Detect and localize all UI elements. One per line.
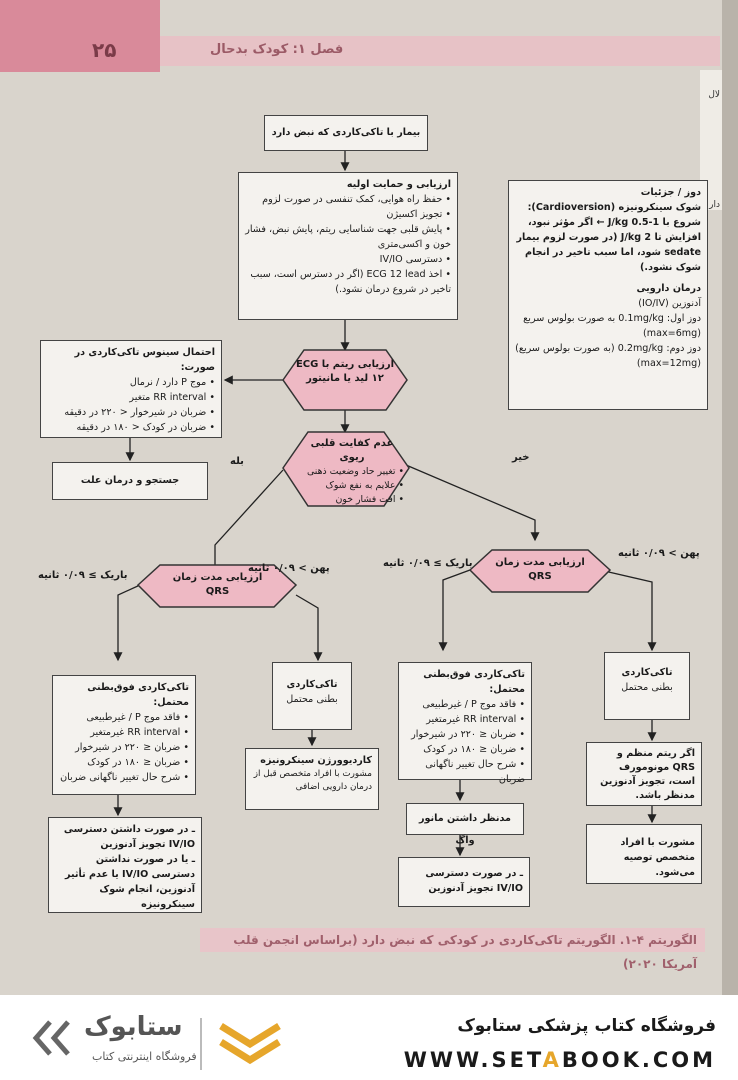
- left-bottom-line-1: ـ در صورت داشتن دسترسی IV/IO تجویز آدنوزین: [63, 824, 195, 850]
- wide-right-label: پهن > ۰/۰۹ ثانیه: [618, 548, 700, 559]
- assessment-item: • پایش قلبی جهت شناسایی ریتم، پایش نبض، فشار خون و اکسی‌متری: [245, 222, 451, 252]
- svt-right-item: • ضربان ≤ ۲۲۰ در شیرخوار: [405, 727, 525, 742]
- cardio-list: [300, 465, 404, 507]
- url-part-accent: A: [542, 1048, 562, 1072]
- sync-title: کاردیوورژن سینکرونیزه: [260, 755, 372, 766]
- sinus-item: • موج P دارد / نرمال: [47, 375, 215, 390]
- qrs-right-text: [492, 556, 588, 584]
- logo-arrows-icon: [28, 1016, 76, 1060]
- svt-right-item: • شرح حال تغییر ناگهانی ضربان: [405, 757, 525, 787]
- vt-left-box: [272, 662, 352, 730]
- vt-right-line-2: بطنی محتمل: [621, 682, 673, 693]
- sinus-item: • ضربان در کودک < ۱۸۰ در دقیقه: [47, 420, 215, 435]
- store-url[interactable]: [404, 1048, 716, 1072]
- svt-left-box: [52, 675, 196, 795]
- url-part-2: BOOK.COM: [561, 1048, 716, 1072]
- vagal-box: مدنظر داشتن مانور واگ: [406, 803, 524, 835]
- ecg-diamond-text: [290, 358, 400, 386]
- left-bottom-box: [48, 817, 202, 913]
- assessment-item: • اخذ ECG 12 lead (اگر در دسترس است، سبب تاخیر در شروع درمان نشود.): [245, 267, 451, 297]
- narrow-left-label: باریک ≥ ۰/۰۹ ثانیه: [38, 570, 128, 581]
- logo-wordmark: ستابوک: [84, 1012, 183, 1042]
- dose-box: [508, 180, 708, 410]
- vt-right-line-1: تاکی‌کاردی: [621, 667, 673, 678]
- assessment-title: ارزیابی و حمایت اولیه: [346, 179, 451, 190]
- qrs-left-line-2: QRS: [205, 586, 230, 597]
- qrs-left-text: [165, 571, 270, 599]
- assessment-box: [238, 172, 458, 320]
- svt-right-item: • ضربان ≤ ۱۸۰ در کودک: [405, 742, 525, 757]
- svt-right-item: • فاقد موج P / غیرطبیعی: [405, 697, 525, 712]
- wide-left-label: پهن > ۰/۰۹ ثانیه: [248, 563, 330, 574]
- svt-right-item: • RR interval غیرمتغیر: [405, 712, 525, 727]
- adenosine-box: ـ در صورت دسترسی IV/IO تجویز آدنوزین: [398, 857, 530, 907]
- narrow-right-label: باریک ≥ ۰/۰۹ ثانیه: [383, 558, 473, 569]
- sync-box: [245, 748, 379, 810]
- assessment-item: • دسترسی IV/IO: [245, 252, 451, 267]
- cardio-title: عدم کفایت قلبی ریوی: [310, 438, 394, 463]
- logo-subtitle: فروشگاه اینترنتی کتاب: [92, 1050, 197, 1063]
- cardio-item: • افت فشار خون: [300, 493, 404, 507]
- sync-sub: مشورت با افراد متخصص قبل از درمان دارویی اضافی: [253, 769, 372, 792]
- drug-title: درمان دارویی: [636, 283, 701, 294]
- svt-left-title: تاکی‌کاردی فوق‌بطنی محتمل:: [87, 682, 189, 708]
- assessment-item: • حفظ راه هوایی، کمک تنفسی در صورت لزوم: [245, 192, 451, 207]
- drug-second-dose: دوز دوم: 0.2mg/kg (به صورت بولوس سریع) (max=12mg): [515, 343, 701, 369]
- svt-left-item: • ضربان ≤ ۲۲۰ در شیرخوار: [59, 740, 189, 755]
- left-bottom-line-2: ـ یا در صورت نداشتن دسترسی IV/IO یا عدم تأثیر آدنوزین، انجام شوک سینکرونیزه: [64, 854, 195, 910]
- qrs-right-line-2: QRS: [528, 571, 552, 582]
- vt-right-box: [604, 652, 690, 720]
- ecg-line-2: ۱۲ لید یا مانیتور: [306, 373, 384, 384]
- cardio-item: • تغییر حاد وضعیت ذهنی: [300, 465, 404, 479]
- consult-box: مشورت با افراد متخصص توصیه می‌شود.: [586, 824, 702, 884]
- cardio-diamond-text: [300, 437, 404, 507]
- ecg-line-1: ارزیابی ریتم با ECG: [295, 359, 395, 370]
- svt-right-title: تاکی‌کاردی فوق‌بطنی محتمل:: [423, 669, 525, 695]
- yes-label: بله: [230, 456, 244, 467]
- svt-left-list: [59, 710, 189, 785]
- svt-left-item: • ضربان ≤ ۱۸۰ در کودک: [59, 755, 189, 770]
- assessment-list: [245, 192, 451, 297]
- svt-left-item: • شرح حال تغییر ناگهانی ضربان: [59, 770, 189, 785]
- svt-right-list: [405, 697, 525, 787]
- monomorph-box: اگر ریتم منظم و QRS مونومورف است، تجویز آدنوزین مدنظر باشد.: [586, 742, 702, 806]
- figure-caption: الگوریتم ۴-۱. الگوریتم تاکی‌کاردی در کودکی که نبض دارد (براساس انجمن قلب آمریکا ۲۰۲۰): [200, 928, 705, 952]
- sinus-box: [40, 340, 222, 438]
- store-name: فروشگاه کتاب پزشکی ستابوک: [457, 1016, 716, 1036]
- assessment-item: • تجویز اکسیژن: [245, 207, 451, 222]
- svt-right-box: [398, 662, 532, 785]
- drug-first-dose: دوز اول: 0.1mg/kg به صورت بولوس سریع (max=6mg): [523, 313, 701, 339]
- logo-divider: [200, 1018, 202, 1070]
- no-label: خیر: [512, 452, 530, 463]
- dose-cardioversion: شوک سینکرونیزه (Cardioversion): شروع با J/kg 0.5-1 ← اگر مؤثر نبود، افزایش تا J/kg 2 (در صورت لزوم بیمار sedate شود، اما سبب تاخیر در انجام شوک نشود.): [516, 202, 701, 273]
- svt-left-item: • فاقد موج P / غیرطبیعی: [59, 710, 189, 725]
- sinus-item: • RR interval متغیر: [47, 390, 215, 405]
- sinus-item: • ضربان در شیرخوار < ۲۲۰ در دقیقه: [47, 405, 215, 420]
- qrs-left-line-1: ارزیابی مدت زمان: [172, 572, 263, 583]
- cardio-item: • علایم به نفع شوک: [300, 479, 404, 493]
- svt-left-item: • RR interval غیرمتغیر: [59, 725, 189, 740]
- qrs-right-line-1: ارزیابی مدت زمان: [495, 557, 585, 568]
- edge-text-2: دار: [709, 200, 720, 210]
- chapter-title: فصل ۱: کودک بدحال: [210, 42, 344, 57]
- search-treat-box: جستجو و درمان علت: [52, 462, 208, 500]
- page-number: ۲۵: [92, 38, 117, 62]
- start-box: بیمار با تاکی‌کاردی که نبض دارد: [264, 115, 428, 151]
- logo-chevron-icon: [215, 1020, 285, 1072]
- vt-left-line-1: تاکی‌کاردی: [286, 679, 338, 690]
- edge-text-1: لال: [708, 90, 720, 100]
- sinus-list: [47, 375, 215, 435]
- dose-title: دوز / جزئیات: [640, 187, 701, 198]
- drug-name: آدنوزین (IO/IV): [638, 298, 701, 309]
- url-part-1: WWW.SET: [403, 1048, 543, 1072]
- vt-left-line-2: بطنی محتمل: [286, 694, 338, 705]
- sinus-title: احتمال سینوس تاکی‌کاردی در صورت:: [74, 347, 215, 373]
